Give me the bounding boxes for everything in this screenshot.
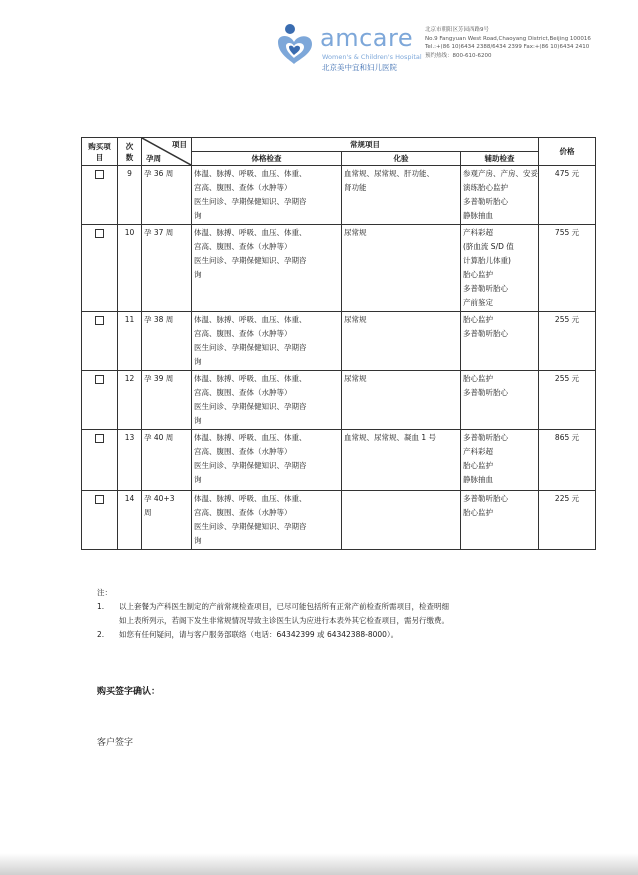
week-cell: 孕 38 周: [142, 312, 192, 371]
header-price: 价格: [539, 138, 596, 166]
table-body: [82, 166, 596, 550]
purchase-cell: [82, 225, 118, 312]
physical-exam-line: 询: [194, 475, 202, 484]
price-cell: 225 元: [539, 491, 596, 550]
note-number: 1.: [97, 602, 105, 611]
purchase-cell: [82, 430, 118, 491]
physical-exam-line: 医生问诊、孕期保健知识、孕期咨: [194, 461, 307, 470]
aux-exam-line: 胎心监护: [463, 508, 493, 517]
physical-exam-line: 询: [194, 416, 202, 425]
physical-exam-line: 询: [194, 536, 202, 545]
lab-test-line: 肾功能: [344, 183, 367, 192]
header-physical: 体格检查: [192, 152, 342, 166]
lab-test-cell: [342, 166, 461, 225]
aux-exam-line: 胎心监护: [463, 374, 493, 383]
lab-test-cell: [342, 430, 461, 491]
lab-test-line: 尿常规: [344, 374, 367, 383]
aux-exam-line: 产前鉴定: [463, 298, 493, 307]
physical-exam-line: 询: [194, 270, 202, 279]
physical-exam-line: 医生问诊、孕期保健知识、孕期咨: [194, 343, 307, 352]
scan-edge-shade: [0, 853, 638, 875]
address-line: 北京市朝阳区芳园西路9号: [425, 27, 490, 33]
aux-exam-line: 静脉抽血: [463, 475, 493, 484]
customer-signature-label: 客户签字: [97, 738, 134, 748]
hospital-address: [425, 26, 591, 60]
aux-exam-line: 多普勒听胎心: [463, 284, 508, 293]
hospital-logo: [272, 20, 422, 70]
count-cell: 12: [118, 371, 142, 430]
count-cell: 11: [118, 312, 142, 371]
aux-exam-line: 多普勒听胎心: [463, 433, 508, 442]
week-cell: [142, 491, 192, 550]
physical-exam-line: 宫高、腹围、查体（水肿等）: [194, 447, 292, 456]
aux-exam-cell: [461, 166, 539, 225]
lab-test-line: 血常规、尿常规、肝功能、: [344, 169, 434, 178]
purchase-cell: [82, 371, 118, 430]
aux-exam-line: 计算胎儿体重): [463, 256, 511, 265]
note-item: [97, 628, 597, 642]
physical-exam-cell: [192, 166, 342, 225]
physical-exam-line: 宫高、腹围、查体（水肿等）: [194, 242, 292, 251]
table-row: [82, 225, 596, 312]
physical-exam-line: 体温、脉搏、呼吸、血压、体重、: [194, 315, 307, 324]
heart-logo-icon: [272, 20, 318, 68]
signature-redaction: [148, 722, 478, 777]
week-cell: 孕 37 周: [142, 225, 192, 312]
address-line: Tel.:+(86 10)6434 2388/6434 2399 Fax:+(86 10)6434 2410: [425, 44, 590, 50]
note-line: 以上套餐为产科医生制定的产前常规检查项目，已尽可能包括所有正常产前检查所需项目，检查明细: [119, 602, 449, 611]
physical-exam-line: 体温、脉搏、呼吸、血压、体重、: [194, 169, 307, 178]
physical-exam-cell: [192, 225, 342, 312]
header-week: 孕周: [146, 154, 161, 163]
physical-exam-line: 医生问诊、孕期保健知识、孕期咨: [194, 256, 307, 265]
physical-exam-line: 体温、脉搏、呼吸、血压、体重、: [194, 494, 307, 503]
physical-exam-cell: [192, 430, 342, 491]
header-purchase: 购买项目: [82, 138, 118, 166]
physical-exam-cell: [192, 491, 342, 550]
notes-title: 注：: [97, 588, 112, 597]
purchase-cell: [82, 491, 118, 550]
week-line: 孕 40+3: [144, 494, 175, 503]
address-line: No.9 Fangyuan West Road,Chaoyang District,Beijing 100016: [425, 35, 591, 42]
physical-exam-line: 体温、脉搏、呼吸、血压、体重、: [194, 433, 307, 442]
lab-test-cell: [342, 371, 461, 430]
physical-exam-cell: [192, 312, 342, 371]
aux-exam-line: 静脉抽血: [463, 211, 493, 220]
logo-subtitle-cn: 北京美中宜和妇儿医院: [322, 63, 397, 72]
logo-wordmark: amcare: [320, 24, 414, 52]
purchase-checkbox[interactable]: [95, 170, 104, 179]
purchase-checkbox[interactable]: [95, 434, 104, 443]
physical-exam-line: 宫高、腹围、查体（水肿等）: [194, 183, 292, 192]
physical-exam-line: 体温、脉搏、呼吸、血压、体重、: [194, 228, 307, 237]
table-row: [82, 371, 596, 430]
purchase-checkbox[interactable]: [95, 229, 104, 238]
header-aux: 辅助检查: [461, 152, 539, 166]
physical-exam-line: 体温、脉搏、呼吸、血压、体重、: [194, 374, 307, 383]
header-count: 次数: [118, 138, 142, 166]
price-cell: 755 元: [539, 225, 596, 312]
purchase-cell: [82, 166, 118, 225]
header-lab: 化验: [342, 152, 461, 166]
count-cell: 14: [118, 491, 142, 550]
lab-test-line: 尿常规: [344, 228, 367, 237]
week-cell: 孕 36 周: [142, 166, 192, 225]
purchase-checkbox[interactable]: [95, 316, 104, 325]
aux-exam-line: 多普勒听胎心: [463, 388, 508, 397]
aux-exam-cell: [461, 371, 539, 430]
aux-exam-cell: [461, 225, 539, 312]
week-line: 周: [144, 508, 152, 517]
physical-exam-line: 询: [194, 357, 202, 366]
note-line: 如上表所列示，若阁下发生非常规情况导致主诊医生认为应进行本表外其它检查项目，需另行缴费。: [119, 616, 449, 625]
aux-exam-line: 胎心监护: [463, 315, 493, 324]
physical-exam-line: 宫高、腹围、查体（水肿等）: [194, 508, 292, 517]
table-row: [82, 491, 596, 550]
physical-exam-line: 医生问诊、孕期保健知识、孕期咨: [194, 522, 307, 531]
header-item: 项目: [172, 140, 187, 149]
week-cell: 孕 40 周: [142, 430, 192, 491]
aux-exam-cell: [461, 312, 539, 371]
week-cell: 孕 39 周: [142, 371, 192, 430]
lab-test-cell: [342, 491, 461, 550]
lab-test-line: 血常规、尿常规、凝血 1 号: [344, 433, 437, 442]
notes-section: [97, 586, 597, 642]
aux-exam-line: 产科彩超: [463, 228, 493, 237]
aux-exam-line: 参观产房、产房、安妥: [463, 169, 538, 178]
aux-exam-cell: [461, 491, 539, 550]
price-cell: 865 元: [539, 430, 596, 491]
physical-exam-line: 宫高、腹围、查体（水肿等）: [194, 388, 292, 397]
aux-exam-line: (脐血流 S/D 值: [463, 242, 514, 251]
table-row: [82, 430, 596, 491]
table-row: [82, 312, 596, 371]
note-line: 如您有任何疑问，请与客户服务部联络（电话：64342399 或 64342388-8000）。: [119, 630, 399, 639]
price-cell: 255 元: [539, 312, 596, 371]
note-number: 2.: [97, 630, 105, 639]
aux-exam-cell: [461, 430, 539, 491]
count-cell: 13: [118, 430, 142, 491]
prenatal-schedule-table: [81, 137, 596, 550]
price-cell: 255 元: [539, 371, 596, 430]
count-cell: 10: [118, 225, 142, 312]
aux-exam-line: 胎心监护: [463, 461, 493, 470]
logo-subtitle-en: Women's & Children's Hospital: [322, 53, 422, 61]
physical-exam-line: 医生问诊、孕期保健知识、孕期咨: [194, 402, 307, 411]
price-cell: 475 元: [539, 166, 596, 225]
header-item-week: [142, 138, 192, 166]
table-row: [82, 166, 596, 225]
count-cell: 9: [118, 166, 142, 225]
note-item: [97, 600, 597, 628]
aux-exam-line: 产科彩超: [463, 447, 493, 456]
lab-test-cell: [342, 225, 461, 312]
lab-test-cell: [342, 312, 461, 371]
purchase-cell: [82, 312, 118, 371]
aux-exam-line: 多普勒听胎心: [463, 197, 508, 206]
address-line: 预约热线：800-610-6200: [425, 52, 492, 59]
aux-exam-line: 多普勒听胎心: [463, 494, 508, 503]
purchase-checkbox[interactable]: [95, 495, 104, 504]
aux-exam-line: 胎心监护: [463, 270, 493, 279]
physical-exam-cell: [192, 371, 342, 430]
header-routine: 常规项目: [192, 138, 539, 152]
physical-exam-line: 询: [194, 211, 202, 220]
physical-exam-line: 宫高、腹围、查体（水肿等）: [194, 329, 292, 338]
purchase-checkbox[interactable]: [95, 375, 104, 384]
aux-exam-line: 演练胎心监护: [463, 183, 508, 192]
purchase-confirm-title: 购买签字确认：: [97, 687, 161, 697]
lab-test-line: 尿常规: [344, 315, 367, 324]
aux-exam-line: 多普勒听胎心: [463, 329, 508, 338]
physical-exam-line: 医生问诊、孕期保健知识、孕期咨: [194, 197, 307, 206]
